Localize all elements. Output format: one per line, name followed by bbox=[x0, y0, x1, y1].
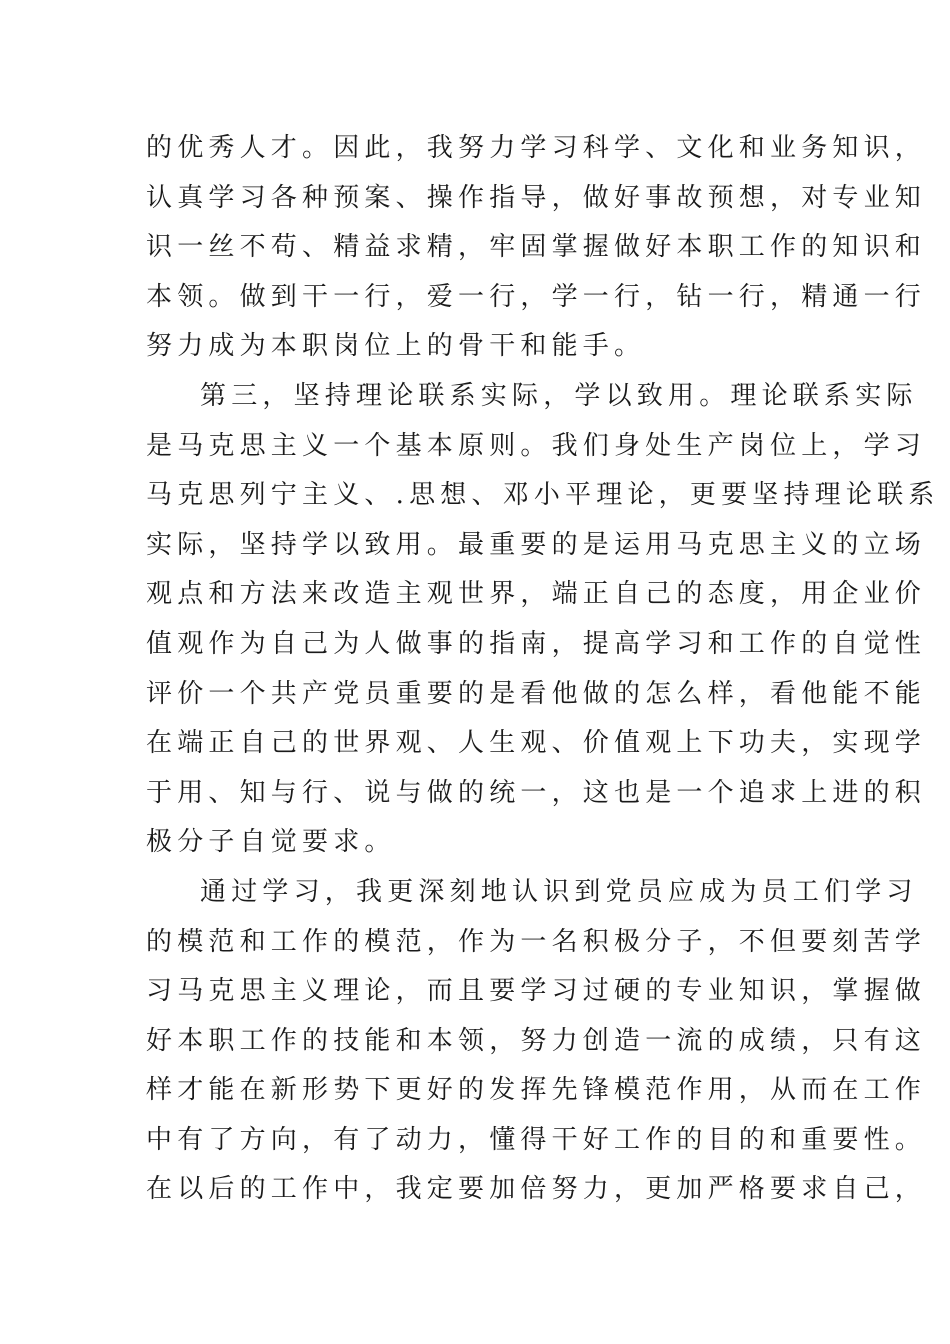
paragraph-start-line: 第三，坚持理论联系实际，学以致用。理论联系实际 bbox=[200, 380, 918, 411]
text-line: 中有了方向，有了动力，懂得干好工作的目的和重要性。 bbox=[146, 1124, 927, 1155]
text-line: 样才能在新形势下更好的发挥先锋模范作用，从而在工作 bbox=[146, 1075, 927, 1106]
text-line: 实际，坚持学以致用。最重要的是运用马克思主义的立场 bbox=[146, 529, 927, 560]
text-line: 值观作为自己为人做事的指南，提高学习和工作的自觉性 bbox=[146, 628, 927, 659]
text-line: 习马克思主义理论，而且要学习过硬的专业知识，掌握做 bbox=[146, 976, 927, 1007]
text-line: 评价一个共产党员重要的是看他做的怎么样，看他能不能 bbox=[146, 678, 927, 709]
text-line: 在以后的工作中，我定要加倍努力，更加严格要求自己， bbox=[146, 1174, 927, 1205]
text-line: 在端正自己的世界观、人生观、价值观上下功夫，实现学 bbox=[146, 728, 927, 759]
text-line: 认真学习各种预案、操作指导，做好事故预想，对专业知 bbox=[146, 182, 927, 213]
text-line: 好本职工作的技能和本领，努力创造一流的成绩，只有这 bbox=[146, 1025, 927, 1056]
text-line: 的优秀人才。因此，我努力学习科学、文化和业务知识， bbox=[146, 133, 927, 163]
text-line: 本领。做到干一行，爱一行，学一行，钻一行，精通一行 bbox=[146, 281, 927, 312]
text-line: 的模范和工作的模范，作为一名积极分子，不但要刻苦学 bbox=[146, 926, 927, 957]
text-line: 于用、知与行、说与做的统一，这也是一个追求上进的积 bbox=[146, 777, 927, 808]
text-line: 是马克思主义一个基本原则。我们身处生产岗位上，学习 bbox=[146, 430, 927, 461]
text-line: 极分子自觉要求。 bbox=[146, 827, 396, 858]
text-line: 努力成为本职岗位上的骨干和能手。 bbox=[146, 331, 646, 362]
paragraph-start-line: 通过学习，我更深刻地认识到党员应成为员工们学习 bbox=[200, 876, 918, 907]
text-line: 观点和方法来改造主观世界，端正自己的态度，用企业价 bbox=[146, 579, 927, 610]
text-line: 马克思列宁主义、.思想、邓小平理论，更要坚持理论联系 bbox=[146, 480, 940, 511]
body-text bbox=[146, 124, 940, 1215]
text-line: 识一丝不苟、精益求精，牢固掌握做好本职工作的知识和 bbox=[146, 232, 927, 263]
